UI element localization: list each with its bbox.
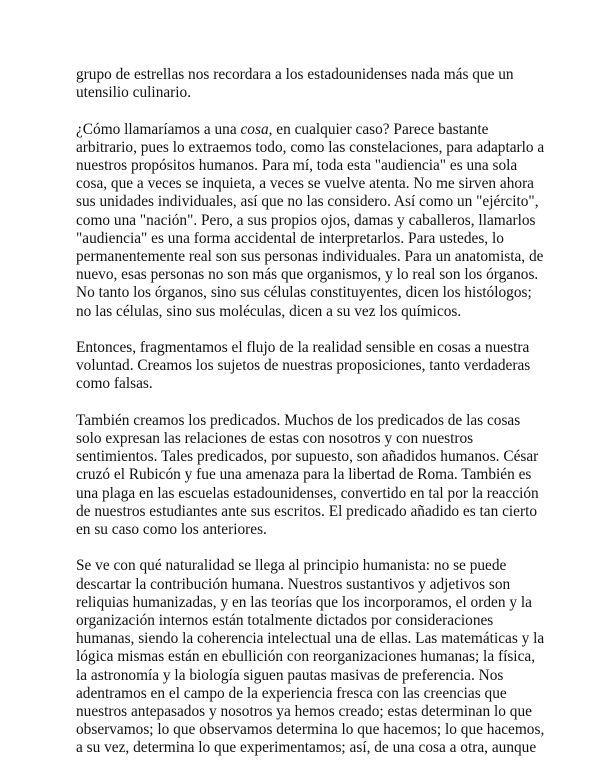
text-line (76, 721, 545, 739)
text-line (76, 448, 539, 466)
text-line (76, 557, 536, 575)
text-run: en cualquier caso? Parece bastante (272, 120, 489, 138)
text-line (76, 357, 536, 375)
text-line (76, 484, 539, 503)
text-line (76, 612, 536, 630)
text-run: una plaga en las escuelas estadounidenses, convertido en tal por la reacción (76, 484, 539, 502)
text-line (76, 521, 536, 539)
text-line (76, 138, 545, 157)
text-line (76, 430, 536, 448)
text-line (76, 175, 536, 193)
paragraph (76, 411, 539, 539)
text-run: a su vez, determina lo que experimentamos; así, de una cosa a otra, aunque (76, 739, 537, 757)
text-line (76, 339, 536, 357)
text-run: nuestros antepasados y nosotros ya hemos creado; estas determinan lo que (76, 703, 532, 721)
text-run: solo expresan las relaciones de estas con nosotros y con nuestros (76, 430, 474, 448)
text-run: ¿Cómo llamaríamos a una (76, 120, 241, 138)
paragraph (76, 120, 545, 321)
text-line (76, 121, 536, 139)
text-run: de nuestros estudiantes ante sus escritos. El predicado añadido es tan cierto (76, 502, 538, 520)
text-run: voluntad. Creamos los sujetos de nuestras proposiciones, tanto verdaderas (76, 357, 531, 375)
text-run: No tanto los órganos, sino sus células constituyentes, dicen los histólogos; (76, 284, 532, 302)
text-run: arbitrario, pues lo extraemos todo, como las constelaciones, para adaptarlo a (76, 138, 545, 156)
text-run: observamos; lo que observamos determina lo que hacemos; lo que hacemos, (76, 721, 545, 739)
text-line (76, 503, 536, 521)
text-line (76, 630, 545, 648)
text-line (76, 703, 536, 721)
text-line (76, 84, 536, 102)
text-run: También creamos los predicados. Muchos de los predicados de las cosas (76, 411, 521, 429)
text-line (76, 648, 536, 666)
text-line (76, 412, 536, 430)
text-line (76, 284, 536, 302)
text-line (76, 466, 536, 484)
paragraph (76, 339, 536, 394)
text-line (76, 375, 536, 393)
text-line (76, 157, 536, 175)
text-run: sus unidades individuales, así que no las considero. Así como un "ejército", (76, 193, 539, 211)
text-line (76, 212, 536, 230)
text-run: descartar la contribución humana. Nuestros sustantivos y adjetivos son (76, 575, 511, 593)
text-line (76, 303, 536, 321)
text-run: Entonces, fragmentamos el flujo de la realidad sensible en cosas a nuestra (76, 339, 530, 357)
text-run: como falsas. (76, 375, 153, 393)
text-run: utensilio culinario. (76, 84, 192, 102)
text-line (76, 230, 536, 248)
text-run: reliquias humanizadas, y en las teorías que los incorporamos, el orden y la (76, 593, 532, 611)
text-run: cosa, que a veces se inquieta, a veces se vuelve atenta. No me sirven ahora (76, 175, 534, 193)
text-run: en su caso como los anteriores. (76, 521, 267, 539)
text-run: no las células, sino sus moléculas, dicen a su vez los químicos. (76, 302, 462, 320)
text-line (76, 266, 539, 284)
text-run: "audiencia" es una forma accidental de interpretarlos. Para ustedes, lo (76, 229, 504, 247)
text-run: cruzó el Rubicón y fue una amenaza para la libertad de Roma. También es (76, 466, 532, 484)
text-run: humanas, siendo la coherencia intelectual una de ellas. Las matemáticas y la (76, 630, 545, 648)
text-line (76, 594, 536, 612)
text-line (76, 739, 536, 757)
document-page (76, 66, 545, 776)
text-line (76, 576, 536, 594)
text-line (76, 685, 536, 703)
text-run: permanentemente real son sus personas individuales. Para un anatomista, de (76, 248, 544, 266)
text-run: lógica mismas están en ebullición con reorganizaciones humanas; la física, (76, 648, 536, 666)
text-run: organización internos están totalmente dictados por consideraciones (76, 612, 494, 630)
text-line (76, 66, 536, 84)
text-run: nuestros propósitos humanos. Para mí, toda esta "audiencia" es una sola (76, 157, 518, 174)
text-run: adentramos en el campo de la experiencia fresca con las creencias que (76, 684, 507, 702)
text-run: sentimientos. Tales predicados, por supuesto, son añadidos humanos. César (76, 448, 539, 466)
text-run: como una "nación". Pero, a sus propios ojos, damas y caballeros, llamarlos (76, 211, 536, 229)
text-run: Se ve con qué naturalidad se llega al principio humanista: no se puede (76, 557, 507, 575)
text-line (76, 248, 544, 266)
text-run: grupo de estrellas nos recordara a los estadounidenses nada más que un (76, 66, 514, 83)
paragraph (76, 66, 536, 102)
text-line (76, 193, 539, 211)
paragraph (76, 557, 545, 757)
text-run: nuevo, esas personas no son más que organismos, y lo real son los órganos. (76, 266, 539, 284)
text-line (76, 667, 536, 685)
italic-text: cosa, (240, 120, 273, 138)
text-run: la astronomía y la biología siguen pautas masivas de preferencia. Nos (76, 666, 504, 684)
